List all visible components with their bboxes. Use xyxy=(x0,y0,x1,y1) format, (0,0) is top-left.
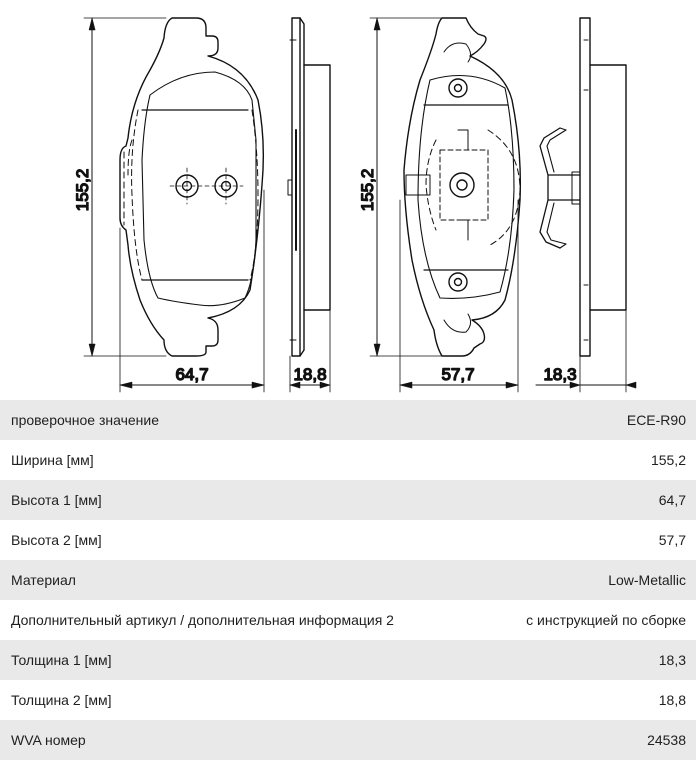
spec-value: 18,8 xyxy=(658,692,686,708)
spec-row-width xyxy=(0,440,696,480)
front-width-label: 64,7 xyxy=(175,365,209,384)
spec-row-thickness-2 xyxy=(0,680,696,720)
spec-row-height-2 xyxy=(0,520,696,560)
spec-label: Высота 1 [мм] xyxy=(11,492,102,508)
spec-value: 155,2 xyxy=(650,452,686,468)
spec-value: 57,7 xyxy=(658,532,686,548)
front-height-dimension xyxy=(84,18,166,356)
spec-label: Материал xyxy=(11,572,76,588)
spec-label: Толщина 1 [мм] xyxy=(11,652,112,668)
front-pad-view xyxy=(120,18,263,356)
front-width-dimension xyxy=(120,190,330,392)
spec-label: Толщина 2 [мм] xyxy=(11,692,112,708)
spec-row-material xyxy=(0,560,696,600)
spec-value: ECE-R90 xyxy=(626,412,686,428)
spec-value: 24538 xyxy=(647,732,686,748)
spec-value: 18,3 xyxy=(658,652,686,668)
spec-row-thickness-1 xyxy=(0,640,696,680)
spec-row-wva-number xyxy=(0,720,696,760)
spec-row-height-1 xyxy=(0,480,696,520)
back-height-label: 155,2 xyxy=(358,168,377,212)
front-height-label: 155,2 xyxy=(73,168,92,212)
specifications-table xyxy=(0,400,696,760)
spec-label: Высота 2 [мм] xyxy=(11,532,102,548)
back-thickness-label: 18,3 xyxy=(543,365,577,384)
spec-row-test-value xyxy=(0,400,696,440)
front-thickness-label: 18,8 xyxy=(293,365,327,384)
front-pad-side-profile xyxy=(288,18,330,356)
spec-row-additional-info xyxy=(0,600,696,640)
spec-value: 64,7 xyxy=(658,492,686,508)
spec-label: Ширина [мм] xyxy=(11,452,94,468)
back-width-label: 57,7 xyxy=(441,365,475,384)
spec-label: WVA номер xyxy=(11,732,86,748)
spec-value: с инструкцией по сборке xyxy=(526,612,686,628)
spec-label: проверочное значение xyxy=(11,412,160,428)
back-pad-side-profile xyxy=(540,18,626,356)
spec-value: Low-Metallic xyxy=(608,572,686,588)
back-pad-view xyxy=(404,18,520,356)
spec-label: Дополнительный артикул / дополнительная информация 2 xyxy=(11,612,394,628)
